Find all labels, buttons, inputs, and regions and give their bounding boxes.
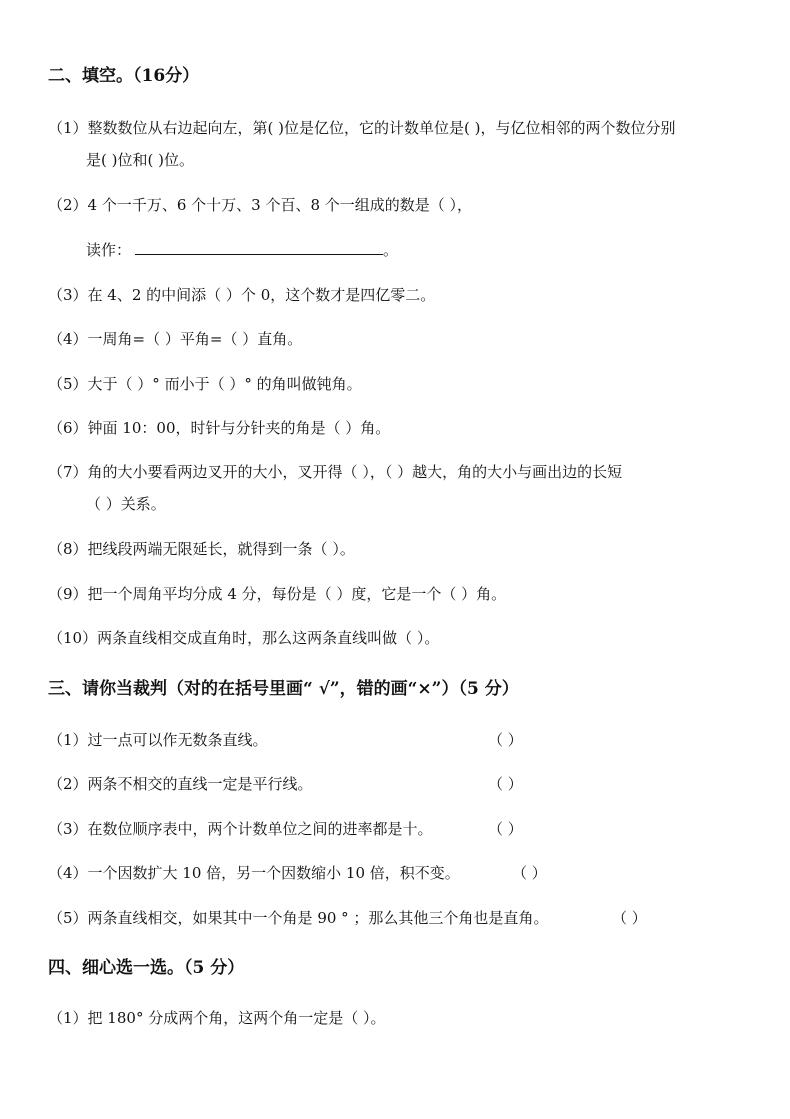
fill-item-5: （5）大于（ ）° 而小于（ ）° 的角叫做钝角。 [48,375,362,393]
fill-item-1-line-1: （1）整数数位从右边起向左，第( )位是亿位，它的计数单位是( )，与亿位相邻的两个数位分别 [48,119,676,137]
judge-item-3-answer[interactable]: （ ） [488,820,523,838]
fill-item-10: （10）两条直线相交成直角时，那么这两条直线叫做（ ）。 [48,629,440,647]
judge-item-1: （1）过一点可以作无数条直线。 [48,731,268,749]
judge-item-2-answer[interactable]: （ ） [488,775,523,793]
reading-period: 。 [383,241,399,259]
fill-item-8: （8）把线段两端无限延长，就得到一条（ ）。 [48,540,355,558]
choice-item-1: （1）把 180° 分成两个角，这两个角一定是（ ）。 [48,1009,386,1027]
fill-item-2: （2）4 个一千万、6 个十万、3 个百、8 个一组成的数是（ ）， [48,196,473,214]
judge-item-1-answer[interactable]: （ ） [488,731,523,749]
judge-item-4-answer[interactable]: （ ） [512,864,547,882]
fill-item-6: （6）钟面 10：00，时针与分针夹的角是（ ）角。 [48,419,391,437]
section-3-heading: 三、请你当裁判（对的在括号里画“ √”，错的画“×”）（5 分） [48,679,519,699]
reading-answer-blank[interactable] [135,240,383,255]
section-2-heading: 二、填空。（16分） [48,66,200,86]
judge-item-3: （3）在数位顺序表中，两个计数单位之间的进率都是十。 [48,820,433,838]
judge-item-4: （4）一个因数扩大 10 倍，另一个因数缩小 10 倍，积不变。 [48,864,460,882]
fill-item-1-line-2: 是( )位和( )位。 [86,151,194,169]
fill-item-2-reading [86,240,398,260]
fill-item-3: （3）在 4、2 的中间添（ ）个 0，这个数才是四亿零二。 [48,286,436,304]
fill-item-7-line-1: （7）角的大小要看两边叉开的大小，叉开得（ ），（ ）越大，角的大小与画出边的长短 [48,463,623,481]
judge-item-5-answer[interactable]: （ ） [612,909,647,927]
judge-item-2: （2）两条不相交的直线一定是平行线。 [48,775,313,793]
reading-label: 读作： [86,241,132,259]
fill-item-7-line-2: （ ）关系。 [86,495,166,513]
fill-item-9: （9）把一个周角平均分成 4 分，每份是（ ）度，它是一个（ ）角。 [48,585,507,603]
section-4-heading: 四、细心选一选。（5 分） [48,958,245,978]
judge-item-5: （5）两条直线相交，如果其中一个角是 90 ° ；那么其他三个角也是直角。 [48,909,549,927]
fill-item-4: （4）一周角=（ ）平角=（ ）直角。 [48,330,303,348]
